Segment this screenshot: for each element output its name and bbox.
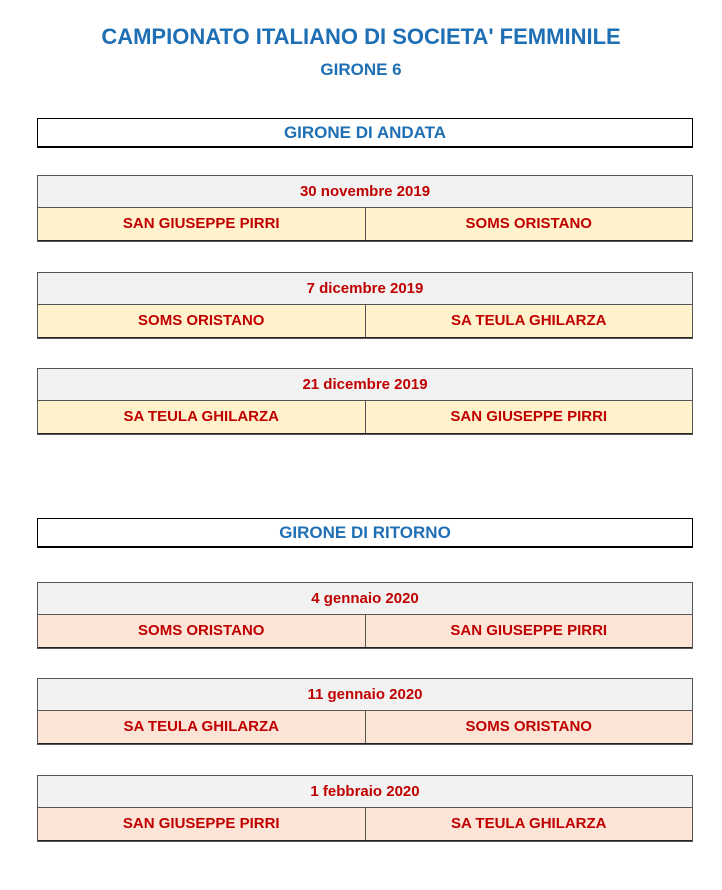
away-team: SA TEULA GHILARZA bbox=[365, 305, 693, 337]
match-ritorno-1 bbox=[37, 582, 693, 649]
match-date: 7 dicembre 2019 bbox=[38, 273, 692, 305]
match-date: 30 novembre 2019 bbox=[38, 176, 692, 208]
match-date: 1 febbraio 2020 bbox=[38, 776, 692, 808]
page-title: CAMPIONATO ITALIANO DI SOCIETA' FEMMINILE bbox=[101, 24, 621, 49]
away-team: SOMS ORISTANO bbox=[365, 208, 693, 240]
home-team: SOMS ORISTANO bbox=[138, 312, 265, 329]
match-teams bbox=[38, 615, 692, 648]
match-ritorno-2 bbox=[37, 678, 693, 745]
home-team: SOMS ORISTANO bbox=[138, 622, 265, 639]
match-ritorno-3 bbox=[37, 775, 693, 842]
section-header-ritorno: GIRONE DI RITORNO bbox=[37, 518, 693, 548]
section-header-andata: GIRONE DI ANDATA bbox=[37, 118, 693, 148]
match-date: 11 gennaio 2020 bbox=[38, 679, 692, 711]
match-date: 4 gennaio 2020 bbox=[38, 583, 692, 615]
match-teams bbox=[38, 305, 692, 338]
page-subtitle: GIRONE 6 bbox=[320, 60, 402, 79]
match-teams bbox=[38, 808, 692, 841]
away-team: SOMS ORISTANO bbox=[365, 711, 693, 743]
match-teams bbox=[38, 401, 692, 434]
away-team: SA TEULA GHILARZA bbox=[365, 808, 693, 840]
away-team: SAN GIUSEPPE PIRRI bbox=[365, 615, 693, 647]
home-team: SAN GIUSEPPE PIRRI bbox=[122, 815, 280, 832]
home-team: SA TEULA GHILARZA bbox=[123, 408, 280, 425]
away-team: SAN GIUSEPPE PIRRI bbox=[365, 401, 693, 433]
match-teams bbox=[38, 711, 692, 744]
match-andata-3 bbox=[37, 368, 693, 435]
match-teams bbox=[38, 208, 692, 241]
match-date: 21 dicembre 2019 bbox=[38, 369, 692, 401]
match-andata-2 bbox=[37, 272, 693, 339]
home-team: SAN GIUSEPPE PIRRI bbox=[122, 215, 280, 232]
match-andata-1 bbox=[37, 175, 693, 242]
home-team: SA TEULA GHILARZA bbox=[123, 718, 280, 735]
